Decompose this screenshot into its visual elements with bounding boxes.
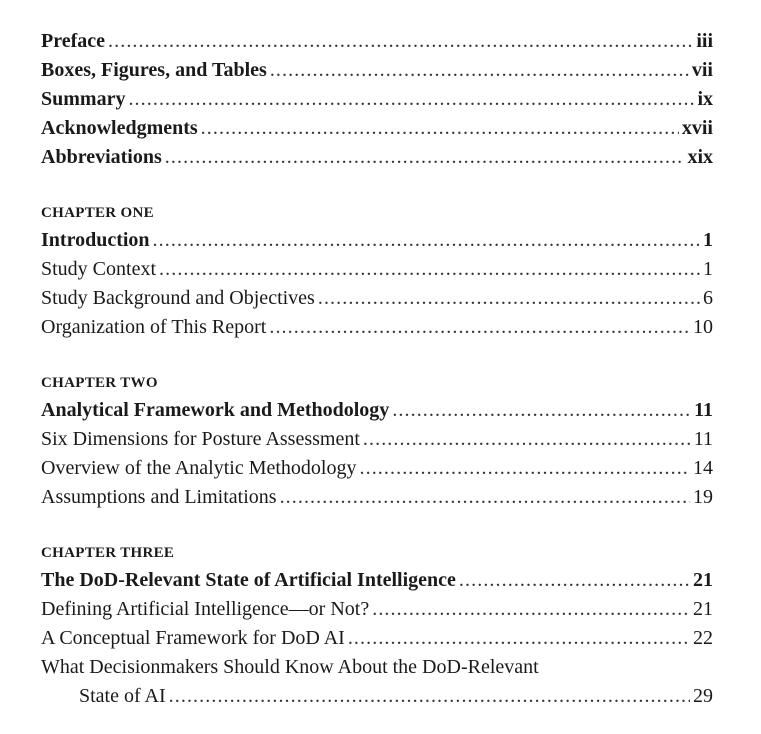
toc-entry-page: 11	[694, 399, 713, 421]
toc-entry-page: 1	[703, 258, 713, 280]
toc-entry-page: 11	[693, 428, 713, 450]
dot-leader	[165, 143, 685, 172]
dot-leader	[128, 85, 694, 114]
toc-section-entry[interactable]	[41, 454, 713, 483]
dot-leader	[360, 454, 691, 483]
toc-entry-title: Preface	[41, 30, 106, 52]
toc-entry-page: xix	[687, 146, 713, 168]
toc-section-entry[interactable]	[41, 425, 713, 454]
dot-leader	[372, 595, 690, 624]
section-spacer	[41, 512, 713, 540]
dot-leader	[269, 313, 690, 342]
toc-entry-page: 6	[703, 287, 713, 309]
toc-entry-title: Study Context	[41, 258, 157, 280]
toc-section-entry[interactable]	[41, 284, 713, 313]
toc-section-entry[interactable]	[41, 483, 713, 512]
toc-section-entry[interactable]	[41, 313, 713, 342]
toc-entry-preface[interactable]	[41, 27, 713, 56]
toc-entry-boxes-figures-tables[interactable]	[41, 56, 713, 85]
toc-entry-page: vii	[691, 59, 713, 81]
toc-entry-title: Summary	[41, 88, 126, 110]
toc-section-entry[interactable]	[41, 595, 713, 624]
table-of-contents	[41, 27, 713, 711]
toc-entry-title: Boxes, Figures, and Tables	[41, 59, 267, 81]
toc-entry-title: Study Background and Objectives	[41, 287, 315, 309]
toc-section-entry[interactable]	[41, 255, 713, 284]
dot-leader	[459, 566, 690, 595]
toc-entry-page: 1	[703, 229, 713, 251]
toc-entry-page: ix	[697, 88, 713, 110]
toc-chapter-entry[interactable]	[41, 566, 713, 595]
dot-leader	[270, 56, 689, 85]
dot-leader	[392, 396, 691, 425]
toc-entry-title: Acknowledgments	[41, 117, 198, 139]
toc-entry-summary[interactable]	[41, 85, 713, 114]
toc-entry-page: 29	[693, 685, 713, 707]
dot-leader	[153, 226, 700, 255]
toc-entry-title: The DoD-Relevant State of Artificial Intelligence	[41, 569, 456, 591]
toc-entry-title: A Conceptual Framework for DoD AI	[41, 627, 345, 649]
toc-entry-abbreviations[interactable]	[41, 143, 713, 172]
chapter-label: CHAPTER TWO	[41, 375, 158, 391]
toc-entry-title: Assumptions and Limitations	[41, 486, 277, 508]
toc-entry-page: iii	[696, 30, 713, 52]
toc-entry-page: 14	[693, 457, 713, 479]
chapter-label: CHAPTER ONE	[41, 205, 154, 221]
toc-chapter-entry[interactable]	[41, 226, 713, 255]
dot-leader	[318, 284, 700, 313]
toc-entry-page: 21	[693, 569, 713, 591]
dot-leader	[201, 114, 679, 143]
toc-entry-title-continued: State of AI	[79, 685, 166, 707]
dot-leader	[159, 255, 700, 284]
toc-entry-title: Defining Artificial Intelligence—or Not?	[41, 598, 370, 620]
toc-section-entry-line1[interactable]	[41, 653, 713, 682]
toc-entry-page: 22	[693, 627, 713, 649]
toc-entry-page: xvii	[681, 117, 713, 139]
toc-entry-page: 19	[693, 486, 713, 508]
toc-entry-title: Six Dimensions for Posture Assessment	[41, 428, 360, 450]
toc-entry-title: What Decisionmakers Should Know About the DoD-Relevant	[41, 656, 539, 678]
section-spacer	[41, 342, 713, 370]
chapter-label: CHAPTER THREE	[41, 545, 175, 561]
dot-leader	[108, 27, 693, 56]
toc-section-entry-line2[interactable]	[41, 682, 713, 711]
toc-entry-title: Analytical Framework and Methodology	[41, 399, 390, 421]
dot-leader	[280, 483, 690, 512]
toc-entry-title: Introduction	[41, 229, 150, 251]
section-spacer	[41, 172, 713, 200]
toc-entry-acknowledgments[interactable]	[41, 114, 713, 143]
dot-leader	[363, 425, 691, 454]
dot-leader	[169, 682, 690, 711]
toc-section-entry[interactable]	[41, 624, 713, 653]
toc-entry-page: 21	[693, 598, 713, 620]
toc-entry-title: Abbreviations	[41, 146, 162, 168]
toc-entry-title: Organization of This Report	[41, 316, 267, 338]
toc-entry-page: 10	[693, 316, 713, 338]
toc-chapter-entry[interactable]	[41, 396, 713, 425]
toc-entry-title: Overview of the Analytic Methodology	[41, 457, 357, 479]
dot-leader	[348, 624, 690, 653]
